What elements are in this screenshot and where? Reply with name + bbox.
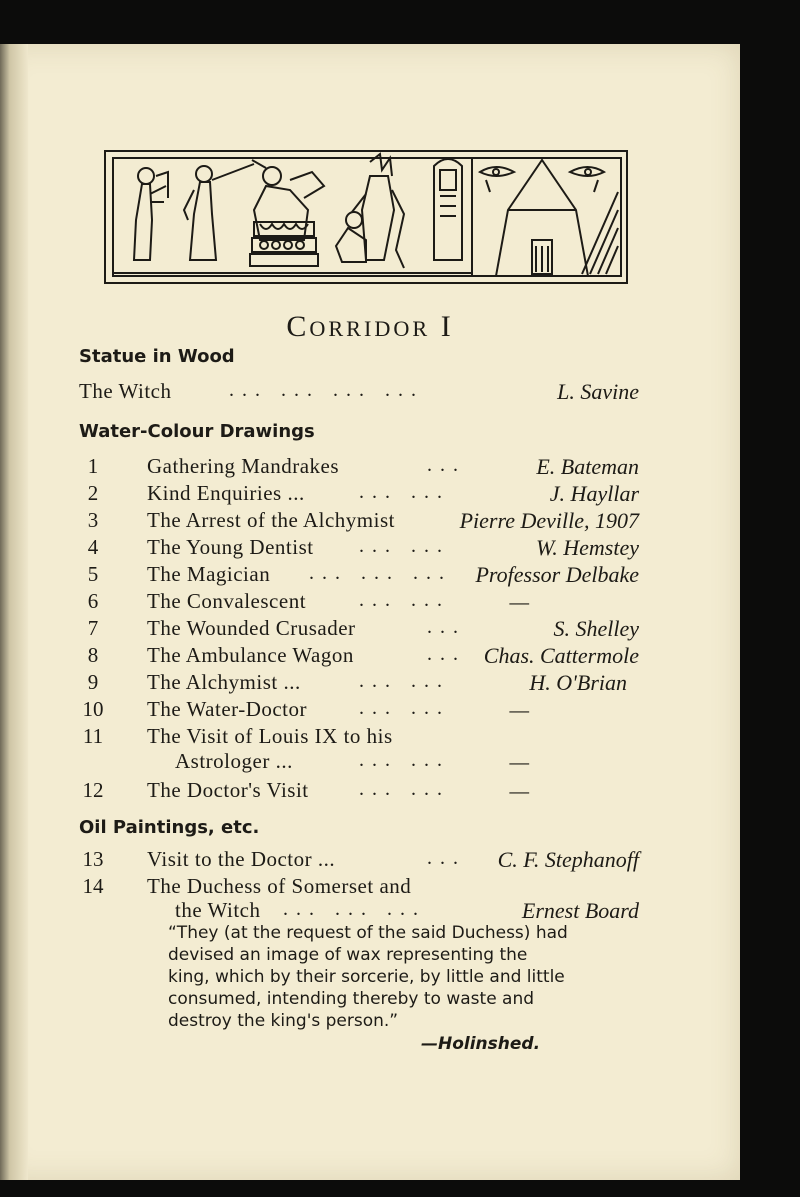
entry-number: 3 [87,508,99,532]
leader-dots: ... [427,454,466,476]
catalogue-entry [79,560,639,590]
catalogue-entry [79,533,639,563]
entry-title: The Duchess of Somerset and [147,874,412,898]
entry-artist: Professor Delbake [475,562,639,587]
entry-title: the Witch [175,898,261,922]
entry-number: 13 [82,847,104,871]
entry-number: 1 [87,454,99,478]
catalogue-entry [79,479,639,509]
entry-number: 14 [82,874,104,898]
entry-artist: H. O'Brian [529,670,627,695]
entry-title: The Alchymist ... [147,670,301,694]
section-heading-watercolour: Water-Colour Drawings [79,421,315,442]
catalogue-entry [79,614,639,644]
entry-artist: Chas. Cattermole [483,643,639,668]
leader-dots: ... ... [359,749,450,771]
entry-number: 9 [87,670,99,694]
entry-artist: — [509,778,529,803]
entry-title: The Water-Doctor [147,697,308,721]
catalogue-entry [79,377,639,407]
entry-title: The Ambulance Wagon [147,643,354,667]
catalogue-entry [79,668,639,698]
entry-artist: L. Savine [557,379,639,404]
entry-title: The Visit of Louis IX to his [147,724,393,748]
entry-number: 5 [87,562,99,586]
entry-artist: — [509,749,529,774]
section-heading-oil: Oil Paintings, etc. [79,817,260,838]
entry-title: The Doctor's Visit [147,778,309,802]
entry-artist: J. Hayllar [549,481,639,506]
leader-dots: ... [427,643,466,665]
entry-title: The Arrest of the Alchymist [147,508,395,532]
entry-artist: — [509,589,529,614]
binding-gutter [0,44,28,1180]
catalogue-entry [79,452,639,482]
entry-title: Gathering Mandrakes [147,454,340,478]
entry-number: 4 [87,535,99,559]
leader-dots: ... ... [359,535,450,557]
entry-number: 12 [82,778,104,802]
quote-citation: —Holinshed. [421,1034,541,1054]
entry-title: The Wounded Crusader [147,616,356,640]
catalogue-entry-continued [79,747,639,777]
entry-title: The Witch [79,379,172,403]
catalogue-entry [79,845,639,875]
entry-number: 6 [87,589,99,613]
entry-title: The Young Dentist [147,535,314,559]
entry-artist: Pierre Deville, 1907 [459,508,639,533]
catalogue-entry [79,695,639,725]
page-title: CORRIDOR I [286,310,454,343]
entry-artist: S. Shelley [553,616,639,641]
leader-dots: ... ... ... ... [229,379,424,401]
leader-dots: ... [427,847,466,869]
entry-artist: Ernest Board [521,898,639,923]
entry-title: Visit to the Doctor ... [147,847,336,871]
leader-dots: ... [427,616,466,638]
entry-artist: — [509,697,529,722]
entry-title: Kind Enquiries ... [147,481,305,505]
leader-dots: ... ... [359,778,450,800]
section-heading-statue: Statue in Wood [79,346,235,367]
leader-dots: ... ... [359,481,450,503]
leader-dots: ... ... [359,589,450,611]
entry-number: 11 [82,724,104,748]
entry-artist: W. Hemstey [535,535,639,560]
entry-number: 10 [82,697,104,721]
catalogue-entry [79,641,639,671]
leader-dots: ... ... [359,697,450,719]
catalogue-entry [79,506,639,536]
entry-number: 7 [87,616,99,640]
egyptian-frieze-illustration [104,150,628,284]
leader-dots: ... ... ... [309,562,452,584]
entry-title: The Convalescent [147,589,307,613]
holinshed-quote: “They (at the request of the said Duchess) had devised an image of wax representing the king, which by their sorcerie, by little and little consumed, intending thereby to waste and destroy the king's person.” [168,923,568,1031]
entry-artist: E. Bateman [536,454,639,479]
entry-title: Astrologer ... [175,749,293,773]
entry-title: The Magician [147,562,271,586]
catalogue-entry [79,776,639,806]
entry-number: 2 [87,481,99,505]
catalogue-entry [79,587,639,617]
leader-dots: ... ... ... [283,898,426,920]
leader-dots: ... ... [359,670,450,692]
entry-number: 8 [87,643,99,667]
entry-artist: C. F. Stephanoff [497,847,639,872]
